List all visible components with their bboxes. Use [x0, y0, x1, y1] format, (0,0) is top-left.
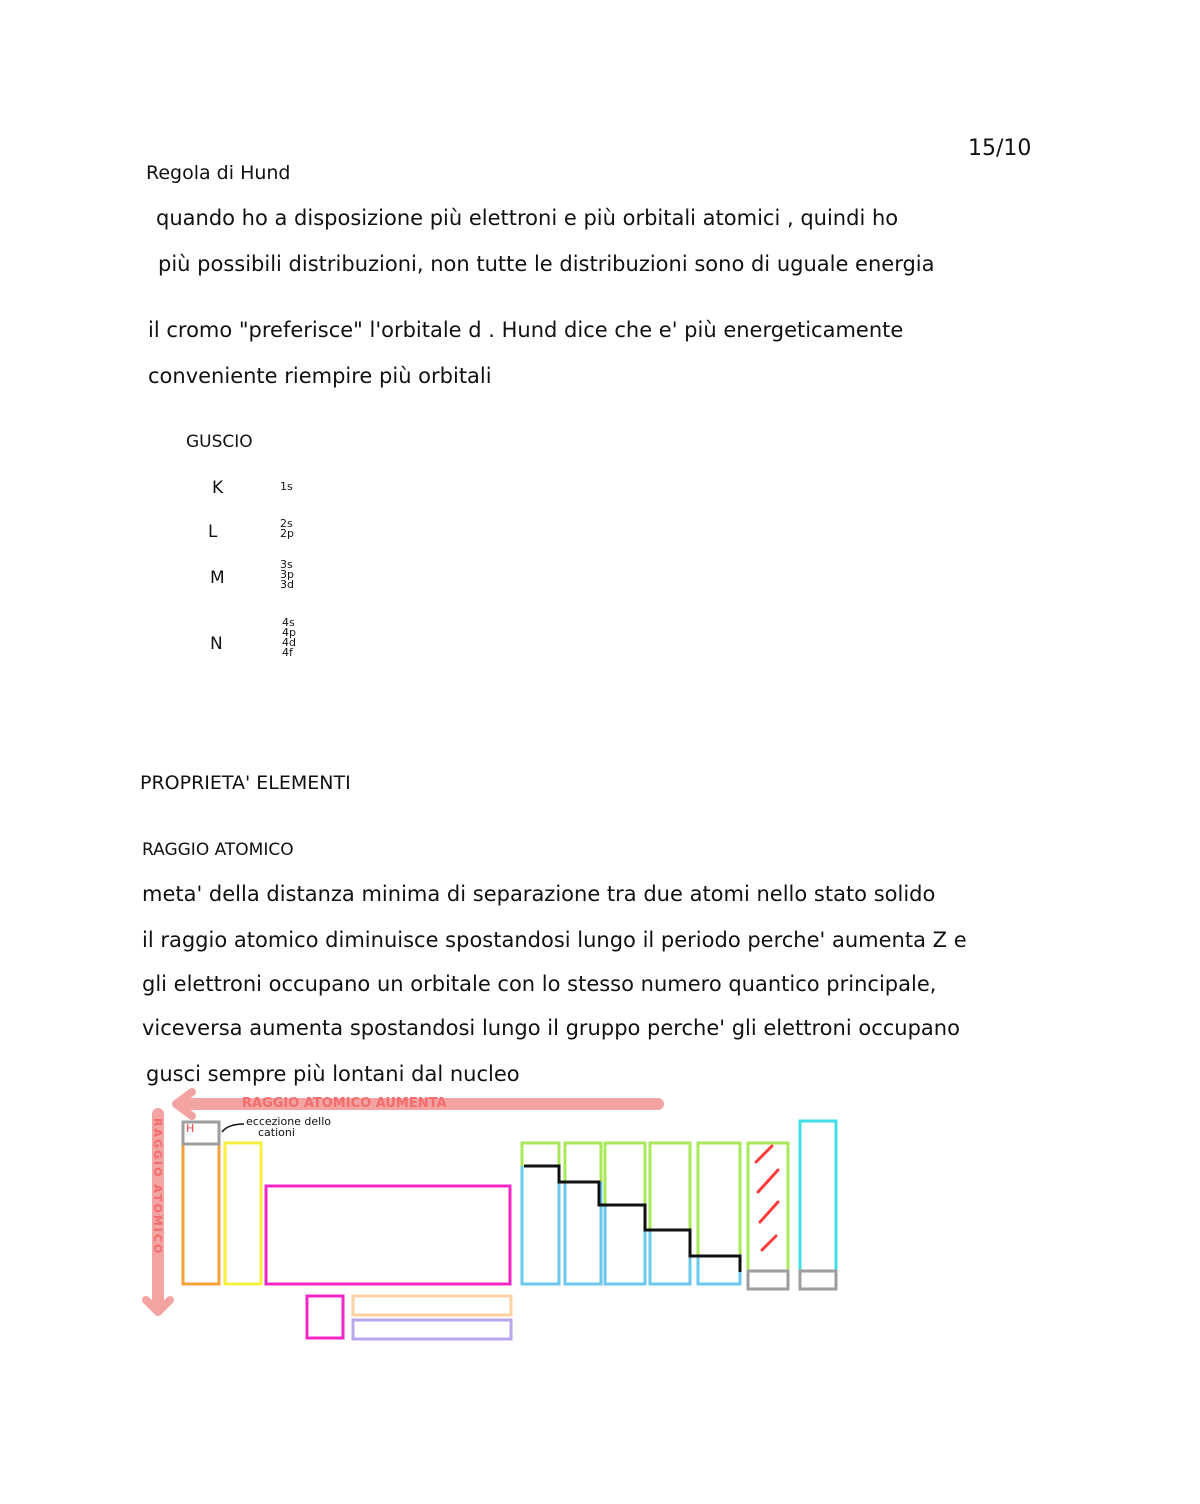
- annotation-pointer: [222, 1124, 244, 1132]
- halogen-grey-cell: [748, 1271, 788, 1289]
- shell-m: M: [210, 568, 225, 588]
- metal-staircase: [524, 1166, 740, 1272]
- radius-line-3: gli elettroni occupano un orbitale con lo stesso numero quantico principale,: [142, 972, 937, 996]
- radius-line-5: gusci sempre più lontani dal nucleo: [146, 1062, 520, 1086]
- chromium-line-2: conveniente riempire più orbitali: [148, 364, 492, 388]
- radius-line-4: viceversa aumenta spostandosi lungo il gruppo perche' gli elettroni occupano: [142, 1016, 960, 1040]
- subsection-title: RAGGIO ATOMICO: [142, 840, 294, 860]
- chromium-line-1: il cromo "preferisce" l'orbitale d . Hund dice che e' più energeticamente: [148, 318, 904, 342]
- shell-l: L: [208, 522, 218, 542]
- section-title: PROPRIETA' ELEMENTI: [140, 772, 351, 794]
- arrow-v-label: RAGGIO ATOMICO: [151, 1118, 164, 1256]
- shell-header: GUSCIO: [186, 432, 253, 452]
- group2-block: [225, 1143, 261, 1284]
- shell-l-orbitals: 2s 2p: [280, 517, 294, 540]
- f-block-marker: [307, 1296, 343, 1338]
- lanthanide-row: [353, 1296, 511, 1315]
- noble-grey-cell: [800, 1271, 836, 1289]
- radius-line-1: meta' della distanza minima di separazione tra due atomi nello stato solido: [142, 882, 936, 906]
- shell-m-orbitals: 3s 3p 3d: [280, 558, 294, 591]
- exception-annotation: eccezione dello cationi: [246, 1115, 332, 1139]
- group1-block: [183, 1122, 219, 1284]
- shell-k-orbitals: 1s: [280, 480, 293, 493]
- hund-line-1: quando ho a disposizione più elettroni e più orbitali atomici , quindi ho: [156, 206, 899, 230]
- arrow-h-label: RAGGIO ATOMICO AUMENTA: [242, 1096, 447, 1111]
- shell-n: N: [210, 634, 223, 654]
- halogen-block: [748, 1143, 788, 1271]
- p-block: [522, 1143, 740, 1284]
- transition-block: [266, 1186, 510, 1284]
- actinide-row: [353, 1320, 511, 1339]
- radius-line-2: il raggio atomico diminuisce spostandosi lungo il periodo perche' aumenta Z e: [142, 928, 967, 952]
- hund-line-2: più possibili distribuzioni, non tutte le distribuzioni sono di uguale energia: [158, 252, 935, 276]
- shell-n-orbitals: 4s 4p 4d 4f: [282, 616, 296, 659]
- page-title: Regola di Hund: [146, 162, 291, 184]
- noble-gas-block: [800, 1121, 836, 1271]
- page-date: 15/10: [968, 136, 1032, 161]
- halogen-hatch: [756, 1146, 778, 1250]
- shell-k: K: [212, 478, 224, 498]
- hydrogen-label: H: [186, 1122, 195, 1135]
